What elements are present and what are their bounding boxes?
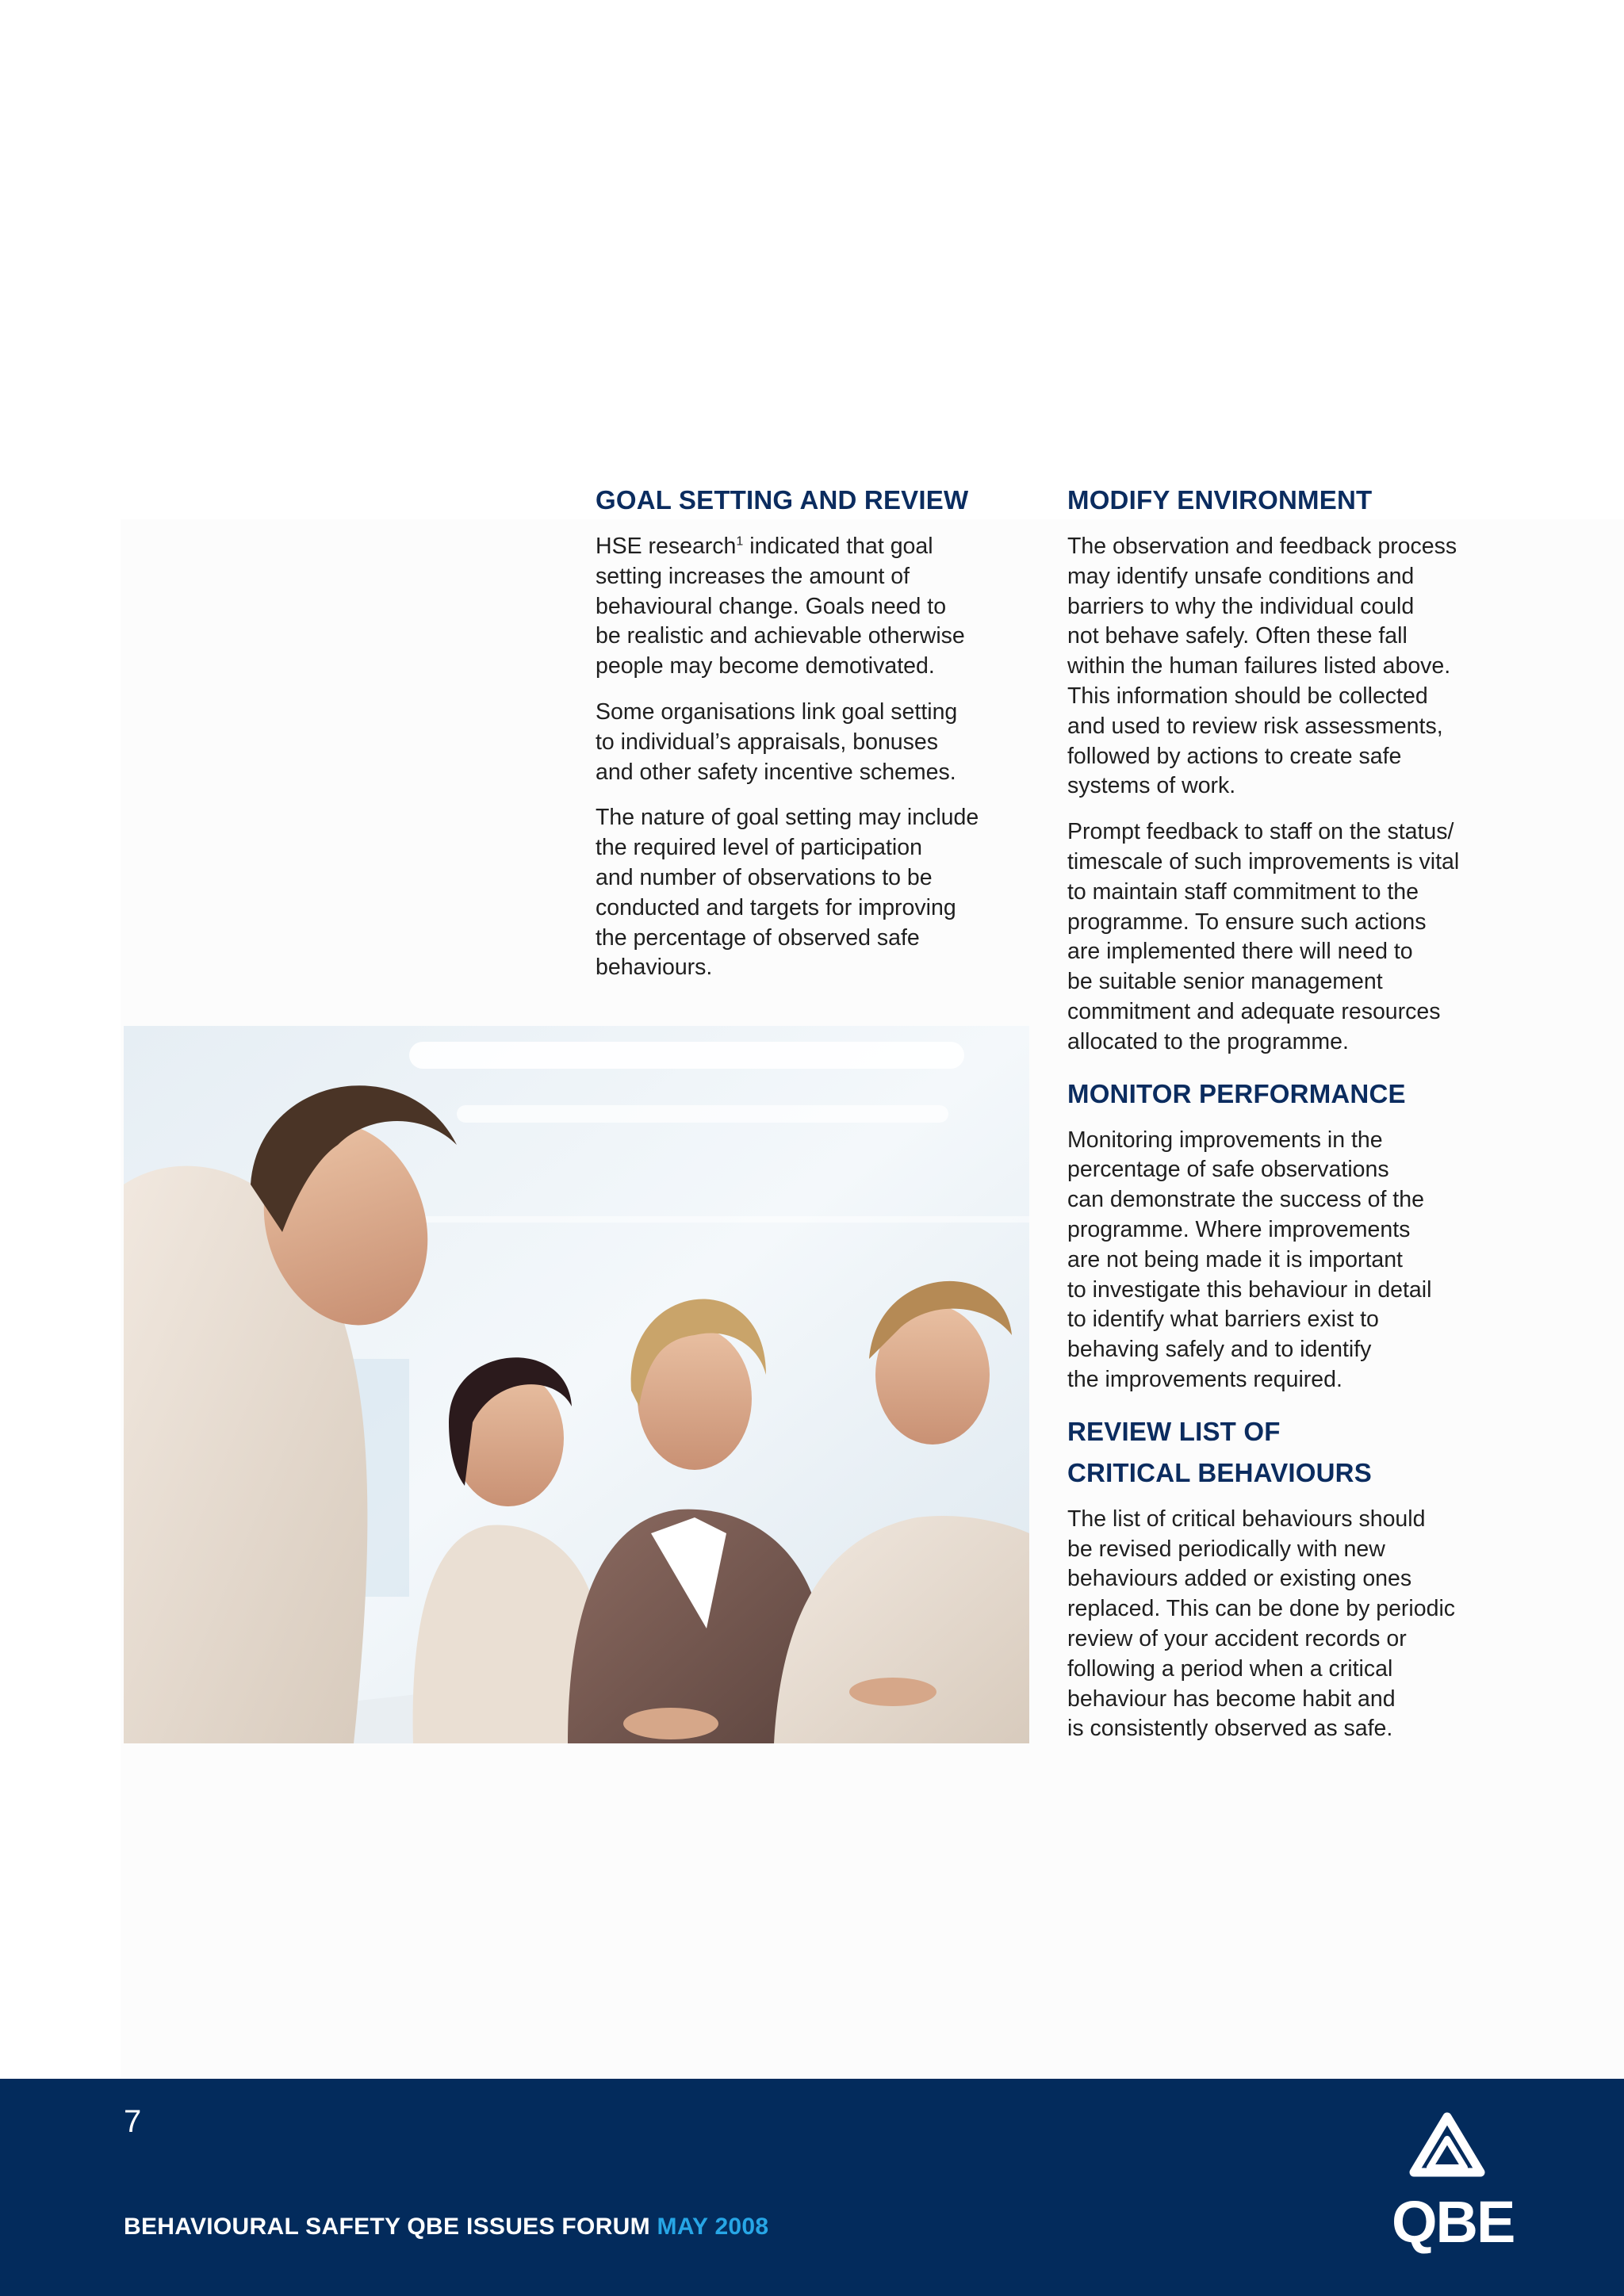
review-heading-line-1: REVIEW LIST OF bbox=[1067, 1416, 1281, 1446]
goal-setting-paragraph-3: The nature of goal setting may include the required level of participation and number of observations to be conducted and targets for improving the percentage of observed safe behaviours. bbox=[596, 805, 979, 981]
right-column bbox=[1067, 480, 1511, 1760]
goal-setting-section bbox=[596, 480, 1040, 999]
monitor-performance-heading: MONITOR PERFORMANCE bbox=[1067, 1078, 1406, 1108]
page-number: 7 bbox=[124, 2104, 142, 2139]
meeting-photo bbox=[124, 1026, 1029, 1743]
p1-pre: HSE research bbox=[596, 534, 737, 559]
goal-setting-heading: GOAL SETTING AND REVIEW bbox=[596, 485, 969, 515]
monitor-performance-paragraph: Monitoring improvements in the percentage of safe observations can demonstrate the success of the programme. Where improvements are not being made it is important to investigate this behaviour in detail to identify what barriers exist to behaving safely and to identify the improvements required. bbox=[1067, 1127, 1432, 1392]
review-list-heading bbox=[1067, 1411, 1511, 1494]
qbe-logo-text: QBE bbox=[1392, 2189, 1515, 2255]
footer-date: MAY 2008 bbox=[657, 2214, 769, 2240]
modify-environment-paragraph-2: Prompt feedback to staff on the status/ timescale of such improvements is vital to maintain staff commitment to the programme. To ensure such actions are implemented there will need to be suitable senior management commitment and adequate resources allocated to the programme. bbox=[1067, 819, 1460, 1054]
qbe-emblem-icon bbox=[1392, 2110, 1503, 2182]
review-heading-line-2: CRITICAL BEHAVIOURS bbox=[1067, 1457, 1372, 1487]
page-footer bbox=[0, 2079, 1624, 2296]
footnote-marker: 1 bbox=[736, 534, 744, 549]
qbe-logo bbox=[1392, 2110, 1515, 2269]
goal-setting-paragraph-1 bbox=[596, 532, 1040, 682]
review-list-paragraph: The list of critical behaviours should be revised periodically with new behaviours added or existing ones replaced. This can be done by periodic review of your accident records or following a period when a critical behaviour has become habit and is consistently observed as safe. bbox=[1067, 1506, 1456, 1742]
modify-environment-paragraph-1: The observation and feedback process may identify unsafe conditions and barriers to why the individual could not behave safely. Often these fall within the human failures listed above. This information should be collected and used to review risk assessments, followed by actions to create safe systems of work. bbox=[1067, 534, 1457, 799]
goal-setting-paragraph-2: Some organisations link goal setting to individual’s appraisals, bonuses and other safety incentive schemes. bbox=[596, 698, 958, 785]
footer-title-text: BEHAVIOURAL SAFETY QBE ISSUES FORUM bbox=[124, 2214, 657, 2240]
footer-title bbox=[124, 2214, 768, 2241]
p1-post: indicated that goal setting increases the amount of behavioural change. Goals need to be realistic and achievable otherwise people may become demotivated. bbox=[596, 534, 965, 679]
modify-environment-heading: MODIFY ENVIRONMENT bbox=[1067, 485, 1373, 515]
